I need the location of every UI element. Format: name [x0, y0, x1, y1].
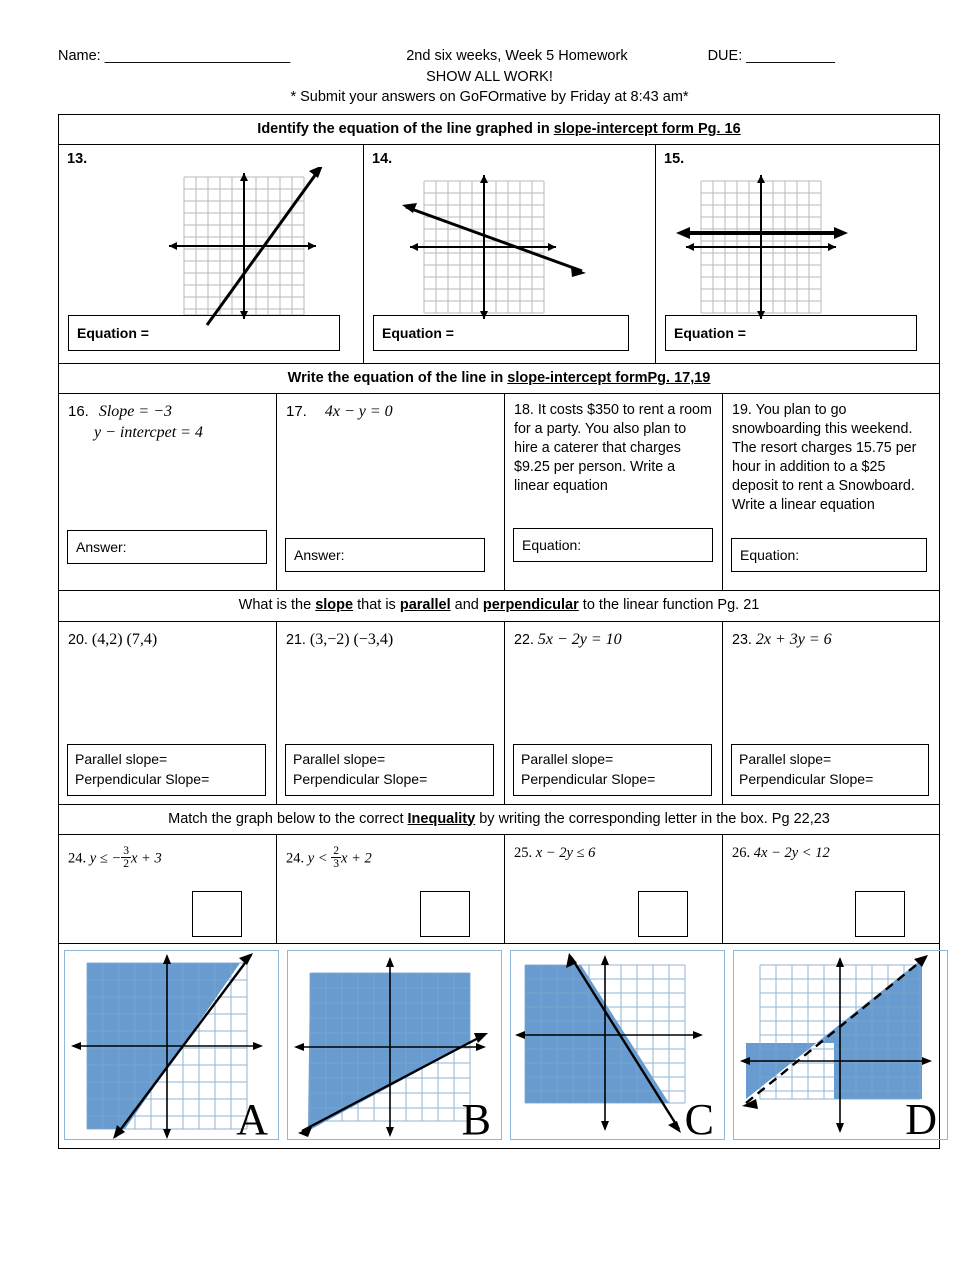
question-17 [277, 394, 505, 590]
question-22-answer-box[interactable] [513, 744, 712, 796]
question-14 [364, 145, 656, 363]
question-21-text: (3,−2) (−3,4) [309, 630, 394, 648]
question-22-parallel-label: Parallel slope= [521, 750, 614, 767]
question-13 [59, 145, 364, 363]
section-heading-identify-underline: slope-intercept form Pg. 16 [553, 121, 741, 138]
question-17-number: 17. [286, 403, 307, 421]
section-heading-write-underline: slope-intercept form [507, 370, 648, 387]
section-heading-slope-pre: What is the [238, 597, 316, 614]
question-24b-number: 24. [286, 849, 305, 866]
question-19 [723, 394, 939, 590]
slope-question-row [59, 622, 939, 805]
header-row [58, 48, 939, 64]
question-24b-fraction [331, 845, 341, 870]
question-19-body [723, 394, 939, 514]
question-24a-suffix: x + 3 [130, 849, 162, 866]
section-heading-match-pre: Match the graph below to the correct [168, 810, 408, 827]
section-heading-write-pre: Write the equation of the line in [287, 370, 508, 387]
question-22-body [505, 622, 722, 650]
inequality-question-row [59, 835, 939, 944]
question-21-body [277, 622, 504, 650]
graph-choice-d-label: D [905, 1094, 937, 1144]
question-16-body [59, 394, 276, 443]
graph-choice-d[interactable] [733, 950, 948, 1144]
worksheet-table [58, 114, 940, 1149]
question-20-perpendicular-label: Perpendicular Slope= [75, 771, 210, 788]
question-18-number: 18. [514, 402, 534, 419]
question-21-parallel-label: Parallel slope= [293, 750, 386, 767]
question-24b-prefix: y < [307, 849, 332, 866]
question-23-parallel-label: Parallel slope= [739, 750, 832, 767]
question-24a-numerator: 3 [123, 843, 129, 857]
question-20-body [59, 622, 276, 650]
question-24a-prefix: y ≤ − [89, 849, 122, 866]
question-13-equation-box[interactable]: Equation = [68, 315, 340, 351]
show-all-work-note: SHOW ALL WORK! [426, 69, 553, 85]
name-field-label[interactable]: Name: _______________________ [58, 48, 291, 64]
graph-choice-row [59, 944, 939, 1148]
question-26-text: 4x − 2y < 12 [753, 844, 830, 861]
question-23-perpendicular-label: Perpendicular Slope= [739, 771, 874, 788]
graph-choice-c-label: C [684, 1094, 714, 1144]
question-23 [723, 622, 939, 804]
question-25-number: 25. [514, 844, 533, 861]
section-heading-match-bold: Inequality [407, 810, 476, 827]
section-heading-slope [59, 591, 939, 621]
question-18-answer-box[interactable]: Equation: [513, 528, 713, 562]
question-20-parallel-label: Parallel slope= [75, 750, 168, 767]
question-21 [277, 622, 505, 804]
section-heading-write-post: Pg. 17,19 [647, 370, 711, 387]
question-16-number: 16. [68, 403, 89, 421]
question-25-body [505, 835, 722, 862]
question-15-equation-box[interactable]: Equation = [665, 315, 917, 351]
question-20-number: 20. [68, 631, 88, 648]
question-19-number: 19. [732, 402, 752, 419]
section-heading-slope-bold1: slope [315, 597, 354, 614]
question-22 [505, 622, 723, 804]
graph-choice-b[interactable] [287, 950, 502, 1144]
question-23-body [723, 622, 939, 650]
section-heading-slope-bold2: parallel [399, 597, 451, 614]
section-heading-match [59, 805, 939, 835]
write-question-row [59, 394, 939, 591]
question-16-answer-box[interactable]: Answer: [67, 530, 267, 564]
question-18-body [505, 394, 722, 495]
question-14-graph [364, 167, 655, 317]
question-23-answer-box[interactable] [731, 744, 929, 796]
due-field-label[interactable]: DUE: ___________ [707, 48, 835, 64]
question-21-perpendicular-label: Perpendicular Slope= [293, 771, 428, 788]
question-26 [723, 835, 939, 943]
question-17-line1: 4x − y = 0 [324, 403, 393, 421]
submit-note: * Submit your answers on GoFOrmative by Friday at 8:43 am* [290, 88, 689, 105]
question-13-number: 13. [67, 151, 88, 168]
graph-choice-b-label: B [461, 1094, 491, 1144]
section-heading-slope-mid1: that is [353, 597, 400, 614]
question-21-number: 21. [286, 631, 306, 648]
question-23-text: 2x + 3y = 6 [755, 630, 832, 648]
question-21-answer-box[interactable] [285, 744, 494, 796]
question-20-answer-box[interactable] [67, 744, 266, 796]
question-24a-number: 24. [68, 849, 87, 866]
section-heading-identify [59, 115, 939, 145]
question-24a-letter-box[interactable] [192, 891, 242, 937]
section-heading-identify-pre: Identify the equation of the line graphed in [257, 121, 554, 138]
question-26-letter-box[interactable] [855, 891, 905, 937]
question-24b-denominator: 3 [333, 856, 340, 870]
question-20 [59, 622, 277, 804]
section-heading-write [59, 364, 939, 394]
question-18-text: It costs $350 to rent a room for a party. You also plan to hire a caterer that charges $9.25 per person. Write a linear equation [514, 402, 712, 494]
question-25 [505, 835, 723, 943]
question-24a-body [59, 835, 276, 870]
question-15-number: 15. [664, 151, 685, 168]
question-16 [59, 394, 277, 590]
question-14-number: 14. [372, 151, 393, 168]
question-17-body [277, 394, 504, 422]
question-20-text: (4,2) (7,4) [91, 630, 158, 648]
question-22-number: 22. [514, 631, 534, 648]
graph-choice-c[interactable] [510, 950, 725, 1144]
question-24b-numerator: 2 [333, 843, 340, 857]
question-19-answer-box[interactable]: Equation: [731, 538, 927, 572]
graph-question-row [59, 145, 939, 364]
graph-choice-a[interactable] [64, 950, 279, 1144]
question-17-answer-box[interactable]: Answer: [285, 538, 485, 572]
question-24b [277, 835, 505, 943]
section-heading-slope-post: to the linear function Pg. 21 [578, 597, 760, 614]
question-22-perpendicular-label: Perpendicular Slope= [521, 771, 656, 788]
worksheet-title: 2nd six weeks, Week 5 Homework [406, 48, 628, 64]
section-heading-match-post: by writing the corresponding letter in the box. Pg 22,23 [475, 810, 830, 827]
question-14-equation-box[interactable]: Equation = [373, 315, 629, 351]
section-heading-slope-mid2: and [450, 597, 483, 614]
question-18 [505, 394, 723, 590]
question-24a-denominator: 2 [123, 856, 129, 870]
question-24b-suffix: x + 2 [341, 849, 372, 866]
graph-choice-a-label: A [236, 1094, 268, 1144]
question-16-line1: Slope = −3 [98, 403, 172, 421]
question-24a-fraction [121, 845, 131, 870]
question-22-text: 5x − 2y = 10 [537, 630, 622, 648]
question-23-number: 23. [732, 631, 752, 648]
question-24b-body [277, 835, 504, 870]
question-24a [59, 835, 277, 943]
section-heading-slope-bold3: perpendicular [482, 597, 579, 614]
question-13-graph [59, 167, 363, 317]
question-26-body [723, 835, 939, 862]
question-19-text: You plan to go snowboarding this weekend. The resort charges 15.75 per hour in addition to a $25 deposit to rent a Snowboard. Write a linear equation [732, 402, 917, 513]
question-26-number: 26. [732, 844, 751, 861]
question-25-text: x − 2y ≤ 6 [535, 844, 596, 861]
question-24b-letter-box[interactable] [420, 891, 470, 937]
question-16-line2: y − intercpet = 4 [94, 424, 203, 442]
question-25-letter-box[interactable] [638, 891, 688, 937]
question-15-graph [656, 167, 939, 317]
question-15 [656, 145, 939, 363]
